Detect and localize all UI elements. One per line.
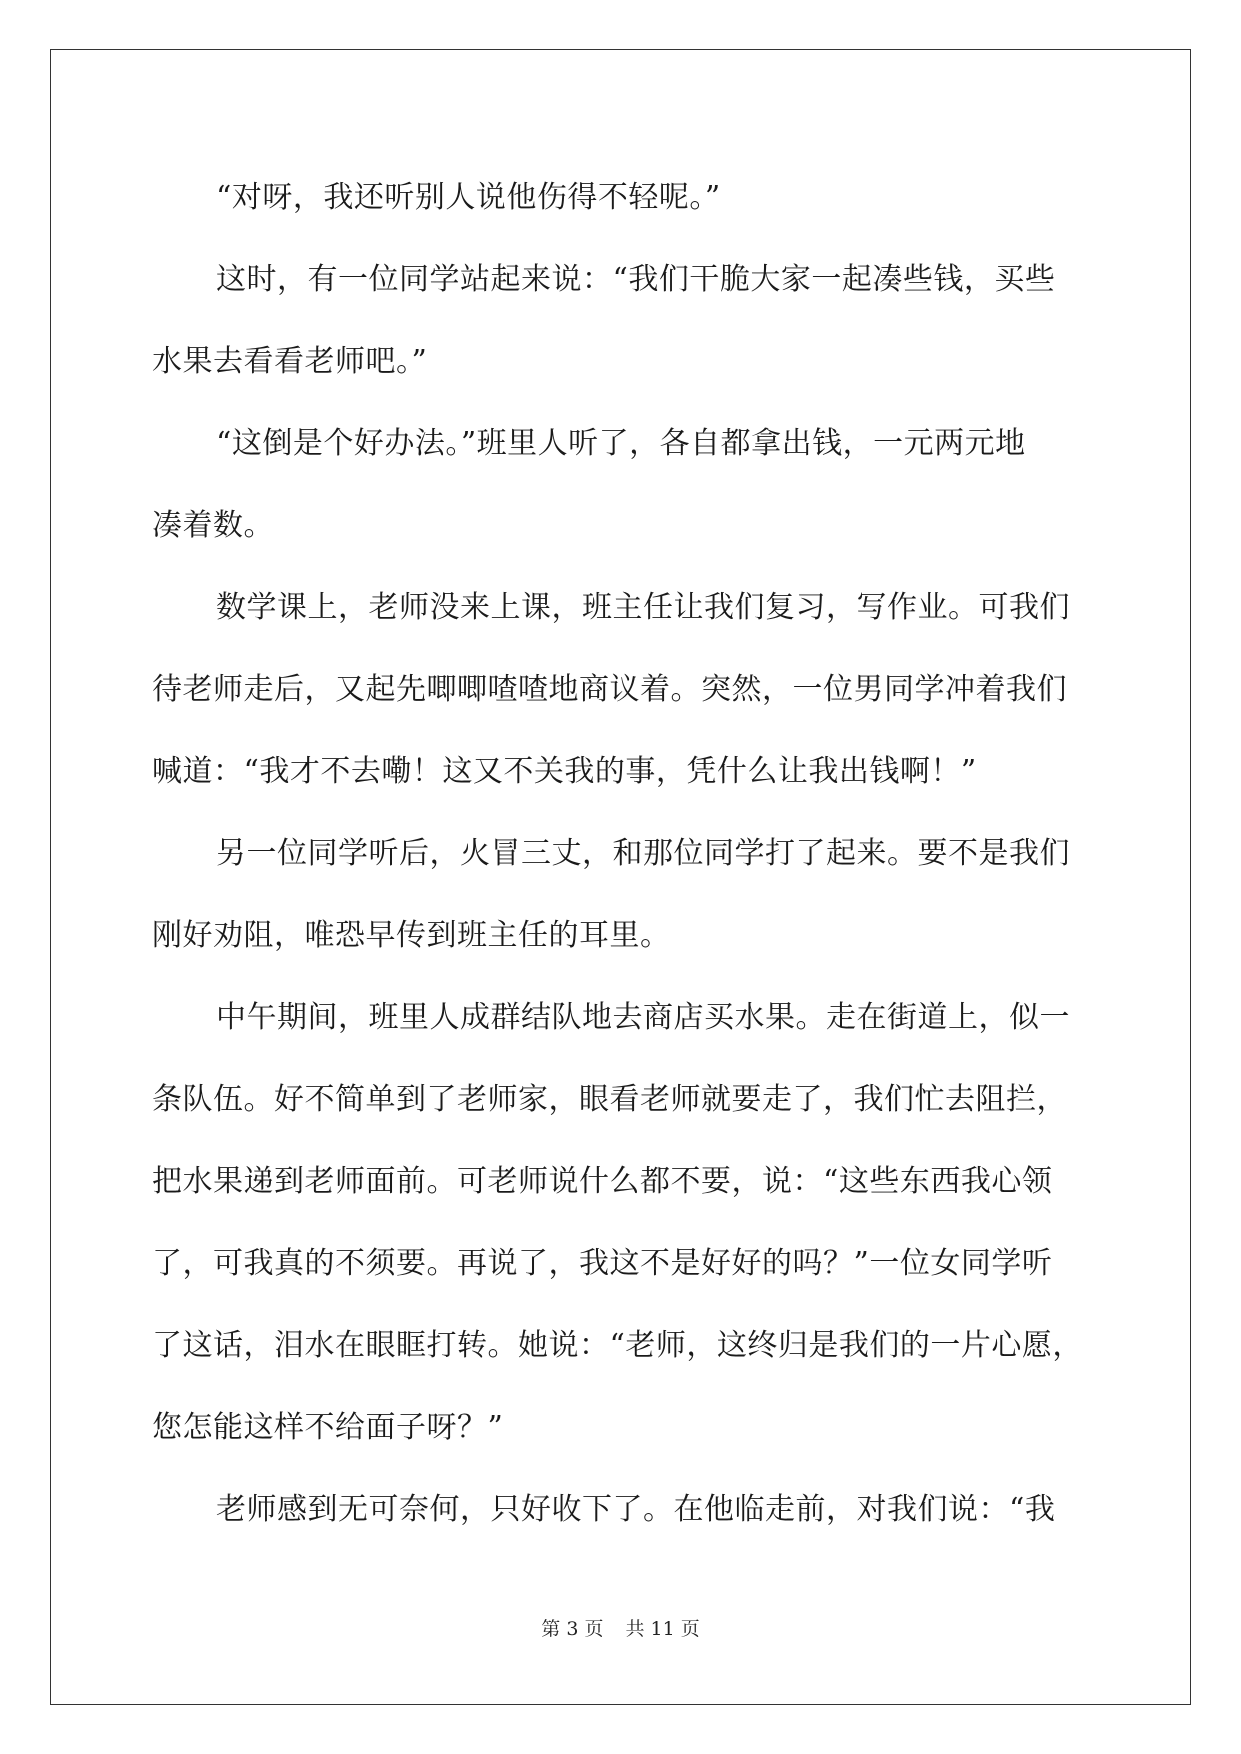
page-total: 共 11 页 — [625, 1618, 700, 1640]
text-line: 条队伍。好不简单到了老师家，眼看老师就要走了，我们忙去阻拦， — [152, 1082, 1067, 1117]
text-line: 喊道：“我才不去嘞！这又不关我的事，凭什么让我出钱啊！” — [152, 754, 977, 789]
text-line: 水果去看看老师吧。” — [152, 344, 428, 379]
text-line: 把水果递到老师面前。可老师说什么都不要，说：“这些东西我心领 — [152, 1164, 1053, 1199]
text-line: 这时，有一位同学站起来说：“我们干脆大家一起凑些钱，买些 — [216, 262, 1056, 297]
text-line: 刚好劝阻，唯恐早传到班主任的耳里。 — [152, 918, 671, 953]
text-line: 中午期间，班里人成群结队地去商店买水果。走在街道上，似一 — [216, 1000, 1070, 1035]
page-footer — [0, 1614, 1241, 1641]
text-line: 凑着数。 — [152, 508, 274, 543]
text-line: 另一位同学听后，火冒三丈，和那位同学打了起来。要不是我们 — [216, 836, 1070, 871]
text-line: “对呀，我还听别人说他伤得不轻呢。” — [216, 180, 721, 215]
text-line: 了这话，泪水在眼眶打转。她说：“老师，这终归是我们的一片心愿， — [152, 1328, 1083, 1363]
document-body — [152, 157, 1097, 1551]
text-line: 待老师走后，又起先唧唧喳喳地商议着。突然，一位男同学冲着我们 — [152, 672, 1067, 707]
text-line: 数学课上，老师没来上课，班主任让我们复习，写作业。可我们 — [216, 590, 1070, 625]
text-line: 您怎能这样不给面子呀？” — [152, 1410, 504, 1445]
text-line: “这倒是个好办法。”班里人听了，各自都拿出钱，一元两元地 — [216, 426, 1026, 461]
page-number: 第 3 页 — [541, 1618, 604, 1640]
text-line: 了，可我真的不须要。再说了，我这不是好好的吗？”一位女同学听 — [152, 1246, 1053, 1281]
text-line: 老师感到无可奈何，只好收下了。在他临走前，对我们说：“我 — [216, 1492, 1056, 1527]
